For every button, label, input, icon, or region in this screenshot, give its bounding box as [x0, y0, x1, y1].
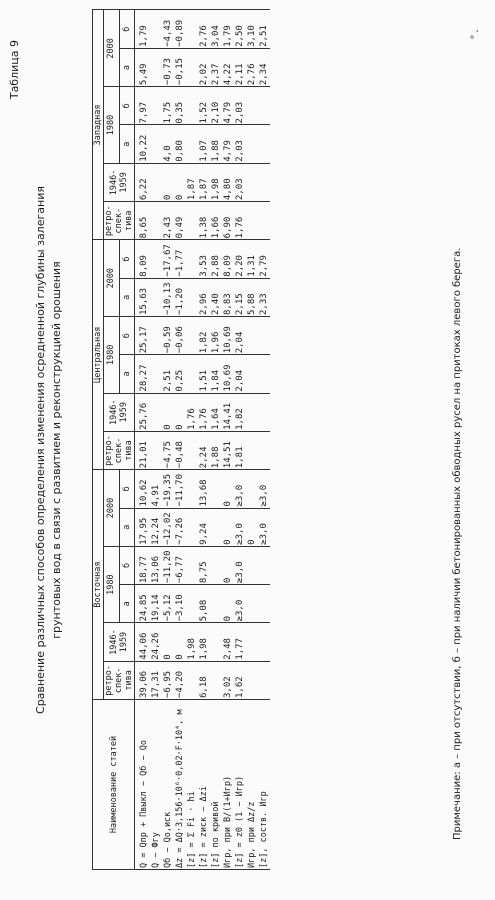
value-cell: −6,95 [162, 661, 174, 699]
value-cell: 4,80 [222, 163, 234, 201]
value-cell: 14,51 [222, 431, 234, 469]
value-cell [246, 317, 258, 355]
table-row [246, 10, 258, 870]
row-name-cell: [z], соств. Игр [258, 700, 270, 870]
value-cell: 2,03 [234, 125, 246, 163]
value-cell [246, 546, 258, 584]
value-cell: 2,96 [198, 278, 210, 316]
value-cell: 0 [222, 585, 234, 623]
value-cell: 15,63 [135, 278, 151, 316]
value-cell [258, 661, 270, 699]
value-cell [246, 355, 258, 393]
header-region-west: Западная [93, 10, 104, 240]
table-row [234, 10, 246, 870]
value-cell: 1,77 [234, 623, 246, 661]
value-cell: −0,73 [162, 48, 174, 86]
value-cell: 8,75 [198, 546, 210, 584]
value-cell: 3,10 [246, 10, 258, 48]
value-cell: 13,68 [198, 470, 210, 508]
header-sub-a: а [119, 278, 135, 316]
table-title-line-2: грунтовых вод в связи с развитием и реконструкцией орошения [50, 261, 63, 639]
value-cell [258, 431, 270, 469]
header-sub-b: б [119, 10, 135, 48]
value-cell [246, 431, 258, 469]
value-cell [258, 125, 270, 163]
margin-marks: °. [470, 27, 481, 40]
row-name-cell: Q − Фгу [150, 700, 162, 870]
value-cell [258, 393, 270, 431]
table-title-line-1: Сравнение различных способов определения изменения осредненной глубины залегания [34, 186, 47, 714]
header-sub-b: б [119, 546, 135, 584]
value-cell [186, 546, 198, 584]
header-sub-a: а [119, 48, 135, 86]
value-cell: 3,02 [222, 661, 234, 699]
value-cell: 1,51 [198, 355, 210, 393]
value-cell: 2,24 [198, 431, 210, 469]
value-cell: ≥3,0 [258, 470, 270, 508]
value-cell: 1,81 [234, 431, 246, 469]
value-cell: 1,76 [186, 393, 198, 431]
value-cell: −17,67 [162, 240, 174, 278]
value-cell: 8,65 [135, 202, 151, 240]
value-cell: 12,24 [150, 508, 162, 546]
value-cell: 4,79 [222, 87, 234, 125]
value-cell [210, 470, 222, 508]
value-cell: −11,70 [174, 470, 186, 508]
value-cell: 1,76 [234, 202, 246, 240]
value-cell: 2,15 [234, 278, 246, 316]
table-row [135, 10, 151, 870]
header-sub-b: б [119, 317, 135, 355]
header-sub-a: а [119, 125, 135, 163]
value-cell: −0,89 [174, 10, 186, 48]
value-cell: 21,01 [135, 431, 151, 469]
value-cell [246, 202, 258, 240]
value-cell [246, 585, 258, 623]
row-name-cell: Q = Qпр + Пвыкл − Qб − Qo [135, 700, 151, 870]
value-cell: 0 [222, 546, 234, 584]
value-cell: 1,62 [234, 661, 246, 699]
value-cell [186, 202, 198, 240]
value-cell: 2,88 [210, 240, 222, 278]
value-cell: 0 [162, 163, 174, 201]
value-cell: 2,50 [234, 10, 246, 48]
value-cell: 24,26 [150, 623, 162, 661]
value-cell: −3,10 [174, 585, 186, 623]
header-sub-a: а [119, 585, 135, 623]
value-cell: 2,10 [210, 87, 222, 125]
value-cell: 2,40 [210, 278, 222, 316]
row-name-cell: [z] = zиск − Δzi [198, 700, 210, 870]
value-cell [150, 163, 162, 201]
value-cell: −0,06 [174, 317, 186, 355]
value-cell: 19,14 [150, 585, 162, 623]
value-cell: −19,35 [162, 470, 174, 508]
table-row [222, 10, 234, 870]
value-cell: 1,87 [198, 163, 210, 201]
value-cell: 1,87 [186, 163, 198, 201]
value-cell: −7,26 [174, 508, 186, 546]
value-cell: 1,82 [234, 393, 246, 431]
row-name-cell: Δz = ΔQ·3,156·10⁶·0,02·F·10⁴, м [174, 700, 186, 870]
value-cell: 2,04 [234, 317, 246, 355]
value-cell: 2,51 [162, 355, 174, 393]
value-cell: 44,06 [135, 623, 151, 661]
value-cell: 13,06 [150, 546, 162, 584]
value-cell: 2,51 [258, 10, 270, 48]
header-retro-central: ретро-спек-тива [104, 431, 135, 469]
table-row [162, 10, 174, 870]
value-cell: 1,88 [210, 431, 222, 469]
header-2000-central: 2000 [104, 240, 120, 317]
value-cell: 3,04 [210, 10, 222, 48]
value-cell: 0 [162, 623, 174, 661]
value-cell [246, 470, 258, 508]
value-cell [150, 278, 162, 316]
value-cell: 1,98 [186, 623, 198, 661]
table-row [210, 10, 222, 870]
value-cell [186, 508, 198, 546]
value-cell: 2,76 [198, 10, 210, 48]
value-cell: −10,13 [162, 278, 174, 316]
value-cell [258, 87, 270, 125]
value-cell: 28,27 [135, 355, 151, 393]
value-cell [258, 202, 270, 240]
value-cell: 24,85 [135, 585, 151, 623]
value-cell: 6,18 [198, 661, 210, 699]
value-cell: −5,12 [162, 585, 174, 623]
value-cell: ≥3,0 [234, 508, 246, 546]
header-region-east: Восточная [93, 470, 104, 700]
value-cell [186, 431, 198, 469]
value-cell: 1,07 [198, 125, 210, 163]
value-cell [258, 585, 270, 623]
row-name-cell: Игр, при В/(1+Игр) [222, 700, 234, 870]
header-1980-central: 1980 [104, 317, 120, 394]
value-cell [210, 508, 222, 546]
value-cell: −0,59 [162, 317, 174, 355]
row-name-cell: [z] = Σ Fi · hi [186, 700, 198, 870]
value-cell: 2,11 [234, 48, 246, 86]
value-cell: 17,95 [135, 508, 151, 546]
table-row [150, 10, 162, 870]
value-cell: 2,34 [258, 48, 270, 86]
value-cell: 8,09 [135, 240, 151, 278]
header-retro-west: ретро-спек-тива [104, 202, 135, 240]
value-cell [258, 355, 270, 393]
value-cell: 2,43 [162, 202, 174, 240]
value-cell: 1,38 [198, 202, 210, 240]
value-cell: 1,66 [210, 202, 222, 240]
value-cell: 25,17 [135, 317, 151, 355]
value-cell: ≥3,0 [234, 546, 246, 584]
header-region-central: Центральная [93, 240, 104, 470]
value-cell: 0 [246, 508, 258, 546]
value-cell [186, 317, 198, 355]
value-cell: 18,77 [135, 546, 151, 584]
value-cell: 9,24 [198, 508, 210, 546]
value-cell: −4,20 [174, 661, 186, 699]
value-cell: 10,62 [135, 470, 151, 508]
value-cell: 1,84 [210, 355, 222, 393]
table-row [174, 10, 186, 870]
row-name-cell: [z] = z0 (1 − Игр) [234, 700, 246, 870]
value-cell [210, 585, 222, 623]
table-row [258, 10, 270, 870]
row-name-cell: Qб − Qo,иск [162, 700, 174, 870]
value-cell [210, 661, 222, 699]
value-cell [246, 163, 258, 201]
value-cell: −6,77 [174, 546, 186, 584]
value-cell: 1,96 [210, 317, 222, 355]
value-cell [258, 317, 270, 355]
value-cell [150, 10, 162, 48]
value-cell [210, 546, 222, 584]
value-cell [246, 393, 258, 431]
header-1980-west: 1980 [104, 87, 120, 164]
header-sub-b: б [119, 240, 135, 278]
value-cell: −4,43 [162, 10, 174, 48]
value-cell [150, 393, 162, 431]
value-cell: 0,25 [174, 355, 186, 393]
value-cell: 1,79 [135, 10, 151, 48]
value-cell: 1,75 [162, 87, 174, 125]
value-cell: 14,41 [222, 393, 234, 431]
value-cell: 0 [174, 393, 186, 431]
table-body [135, 10, 271, 870]
value-cell: 0 [162, 393, 174, 431]
header-sub-b: б [119, 470, 135, 508]
value-cell: −12,02 [162, 508, 174, 546]
value-cell: −0,48 [174, 431, 186, 469]
value-cell: 39,06 [135, 661, 151, 699]
value-cell: 17,31 [150, 661, 162, 699]
value-cell: 1,98 [198, 623, 210, 661]
value-cell: ≥3,0 [258, 508, 270, 546]
value-cell: ≥3,0 [234, 470, 246, 508]
header-1946-east: 1946-1959 [104, 623, 135, 661]
value-cell: 25,76 [135, 393, 151, 431]
header-retro-east: ретро-спек-тива [104, 661, 135, 699]
value-cell: 1,88 [210, 125, 222, 163]
value-cell [150, 317, 162, 355]
value-cell: 5,08 [198, 585, 210, 623]
value-cell: 10,69 [222, 317, 234, 355]
value-cell [150, 202, 162, 240]
value-cell: 2,79 [258, 240, 270, 278]
value-cell: 1,64 [210, 393, 222, 431]
value-cell [246, 87, 258, 125]
value-cell: 0 [222, 508, 234, 546]
value-cell: 2,20 [234, 240, 246, 278]
value-cell: 1,79 [222, 10, 234, 48]
value-cell: 1,31 [246, 240, 258, 278]
value-cell [186, 470, 198, 508]
value-cell: 2,03 [234, 163, 246, 201]
value-cell: 10,22 [135, 125, 151, 163]
value-cell [210, 623, 222, 661]
value-cell: 4,79 [222, 125, 234, 163]
value-cell [186, 585, 198, 623]
value-cell: 2,03 [234, 87, 246, 125]
row-name-cell: Игр, при Δz/z [246, 700, 258, 870]
value-cell [186, 355, 198, 393]
value-cell: 5,88 [246, 278, 258, 316]
table-note: Примечание: а – при отсутствии, б – при наличии бетонированных обводных русел на притоках левого берега. [452, 247, 463, 840]
header-name-column: Наименование статей [93, 700, 135, 870]
header-1946-west: 1946-1959 [104, 163, 135, 201]
value-cell: 5,49 [135, 48, 151, 86]
value-cell [246, 661, 258, 699]
header-1980-east: 1980 [104, 546, 120, 623]
value-cell [258, 163, 270, 201]
value-cell: 2,04 [234, 355, 246, 393]
value-cell [246, 125, 258, 163]
value-cell [150, 48, 162, 86]
value-cell: 0,49 [174, 202, 186, 240]
value-cell [186, 240, 198, 278]
value-cell: 2,37 [210, 48, 222, 86]
value-cell: 2,48 [222, 623, 234, 661]
value-cell [186, 661, 198, 699]
value-cell: 3,53 [198, 240, 210, 278]
value-cell: 2,33 [258, 278, 270, 316]
value-cell: 6,90 [222, 202, 234, 240]
header-sub-b: б [119, 87, 135, 125]
value-cell: 2,76 [246, 48, 258, 86]
row-name-cell: [z] по кривой [210, 700, 222, 870]
comparison-table [92, 10, 270, 870]
value-cell: 10,69 [222, 355, 234, 393]
header-sub-a: а [119, 508, 135, 546]
value-cell: −4,75 [162, 431, 174, 469]
value-cell: 1,82 [198, 317, 210, 355]
value-cell [186, 87, 198, 125]
header-2000-east: 2000 [104, 470, 120, 547]
value-cell [186, 48, 198, 86]
value-cell [150, 125, 162, 163]
value-cell: ≥3,0 [234, 585, 246, 623]
value-cell: 0 [174, 163, 186, 201]
value-cell [150, 355, 162, 393]
value-cell [150, 87, 162, 125]
value-cell [186, 125, 198, 163]
value-cell: 8,83 [222, 278, 234, 316]
table-row [198, 10, 210, 870]
value-cell: 0 [222, 470, 234, 508]
value-cell [258, 623, 270, 661]
value-cell: 4,22 [222, 48, 234, 86]
value-cell [150, 240, 162, 278]
value-cell [150, 431, 162, 469]
value-cell: 0,35 [174, 87, 186, 125]
value-cell: −11,20 [162, 546, 174, 584]
value-cell [246, 623, 258, 661]
value-cell: 0,80 [174, 125, 186, 163]
value-cell: −1,20 [174, 278, 186, 316]
table-row [186, 10, 198, 870]
value-cell [258, 546, 270, 584]
value-cell: −0,15 [174, 48, 186, 86]
value-cell [186, 278, 198, 316]
value-cell: 7,97 [135, 87, 151, 125]
header-2000-west: 2000 [104, 10, 120, 87]
table-label: Таблица 9 [8, 40, 21, 100]
value-cell: 2,02 [198, 48, 210, 86]
value-cell: 1,52 [198, 87, 210, 125]
value-cell: 6,22 [135, 163, 151, 201]
value-cell: 0 [174, 623, 186, 661]
value-cell [186, 10, 198, 48]
header-1946-central: 1946-1959 [104, 393, 135, 431]
value-cell: −1,77 [174, 240, 186, 278]
value-cell: 4,0 [162, 125, 174, 163]
value-cell: 8,09 [222, 240, 234, 278]
value-cell: 1,98 [210, 163, 222, 201]
header-sub-a: а [119, 355, 135, 393]
value-cell: 4,91 [150, 470, 162, 508]
value-cell: 1,76 [198, 393, 210, 431]
